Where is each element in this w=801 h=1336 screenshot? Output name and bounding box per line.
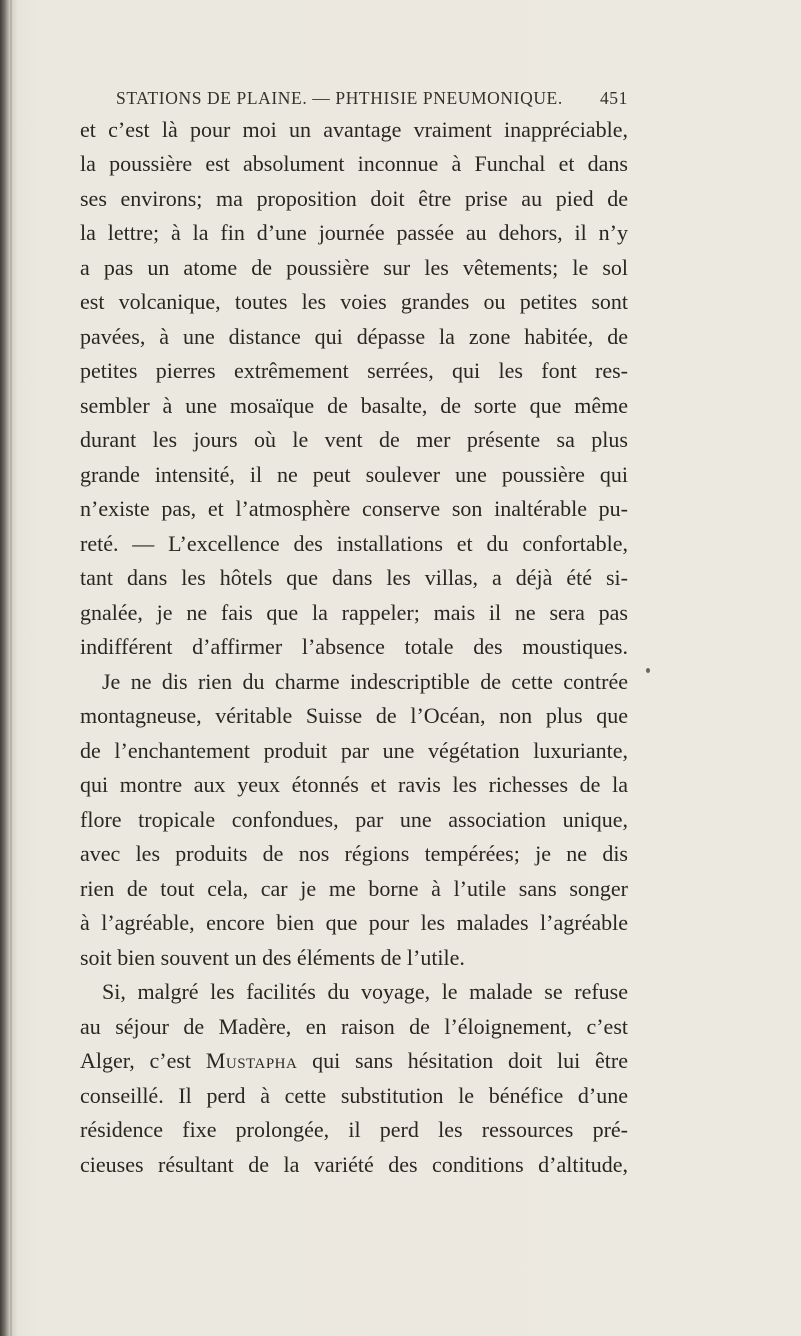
text-line: la lettre; à la fin d’une journée passée au dehors, il n’y bbox=[80, 220, 628, 245]
text-line: n’existe pas, et l’atmosphère conserve son inaltérable pu- bbox=[80, 496, 628, 521]
text-line: montagneuse, véritable Suisse de l’Océan, non plus que bbox=[80, 703, 628, 728]
text-line: reté. — L’excellence des installations et du confortable, bbox=[80, 531, 628, 556]
text-line: qui montre aux yeux étonnés et ravis les richesses de la bbox=[80, 772, 628, 797]
text-segment: Alger, c’est bbox=[80, 1048, 192, 1073]
text-line: flore tropicale confondues, par une association unique, bbox=[80, 807, 628, 832]
text-line: conseillé. Il perd à cette substitution le bénéfice d’une bbox=[80, 1083, 628, 1108]
text-line: de l’enchantement produit par une végétation luxuriante, bbox=[80, 738, 628, 763]
place-name-mustapha: Mustapha bbox=[205, 1048, 298, 1073]
text-line: ses environs; ma proposition doit être prise au pied de bbox=[80, 186, 628, 211]
text-line: petites pierres extrêmement serrées, qui les font res- bbox=[80, 358, 628, 383]
text-line: indifférent d’affirmer l’absence totale des moustiques. bbox=[80, 634, 628, 659]
text-line: la poussière est absolument inconnue à Funchal et dans bbox=[80, 151, 628, 176]
text-line: a pas un atome de poussière sur les vêtements; le sol bbox=[80, 255, 628, 280]
text-line: avec les produits de nos régions tempérées; je ne dis bbox=[80, 841, 628, 866]
text-line: est volcanique, toutes les voies grandes ou petites sont bbox=[80, 289, 628, 314]
page-gutter-edge bbox=[10, 0, 12, 1336]
text-line: soit bien souvent un des éléments de l’utile. bbox=[80, 945, 465, 970]
text-line: rien de tout cela, car je me borne à l’utile sans songer bbox=[80, 876, 628, 901]
text-segment: qui sans hésitation doit lui être bbox=[312, 1048, 628, 1073]
text-line: Si, malgré les facilités du voyage, le malade se refuse bbox=[102, 979, 628, 1004]
text-line: à l’agréable, encore bien que pour les malades l’agréable bbox=[80, 910, 628, 935]
text-line: au séjour de Madère, en raison de l’éloignement, c’est bbox=[80, 1014, 628, 1039]
text-line: et c’est là pour moi un avantage vraiment inappréciable, bbox=[80, 117, 628, 142]
text-line: gnalée, je ne fais que la rappeler; mais il ne sera pas bbox=[80, 600, 628, 625]
text-line: pavées, à une distance qui dépasse la zone habitée, de bbox=[80, 324, 628, 349]
text-line: résidence fixe prolongée, il perd les ressources pré- bbox=[80, 1117, 628, 1142]
text-line: grande intensité, il ne peut soulever une poussière qui bbox=[80, 462, 628, 487]
paper-speck bbox=[646, 668, 650, 673]
running-header bbox=[116, 88, 628, 110]
text-line: cieuses résultant de la variété des conditions d’altitude, bbox=[80, 1152, 628, 1177]
text-line: sembler à une mosaïque de basalte, de sorte que même bbox=[80, 393, 628, 418]
text-line: durant les jours où le vent de mer présente sa plus bbox=[80, 427, 628, 452]
text-line bbox=[80, 1044, 628, 1078]
text-line: Je ne dis rien du charme indescriptible de cette contrée bbox=[102, 669, 628, 694]
running-title: STATIONS DE PLAINE. — PHTHISIE PNEUMONIQUE. bbox=[116, 88, 563, 108]
page-number: 451 bbox=[599, 88, 628, 108]
text-line: tant dans les hôtels que dans les villas, a déjà été si- bbox=[80, 565, 628, 590]
